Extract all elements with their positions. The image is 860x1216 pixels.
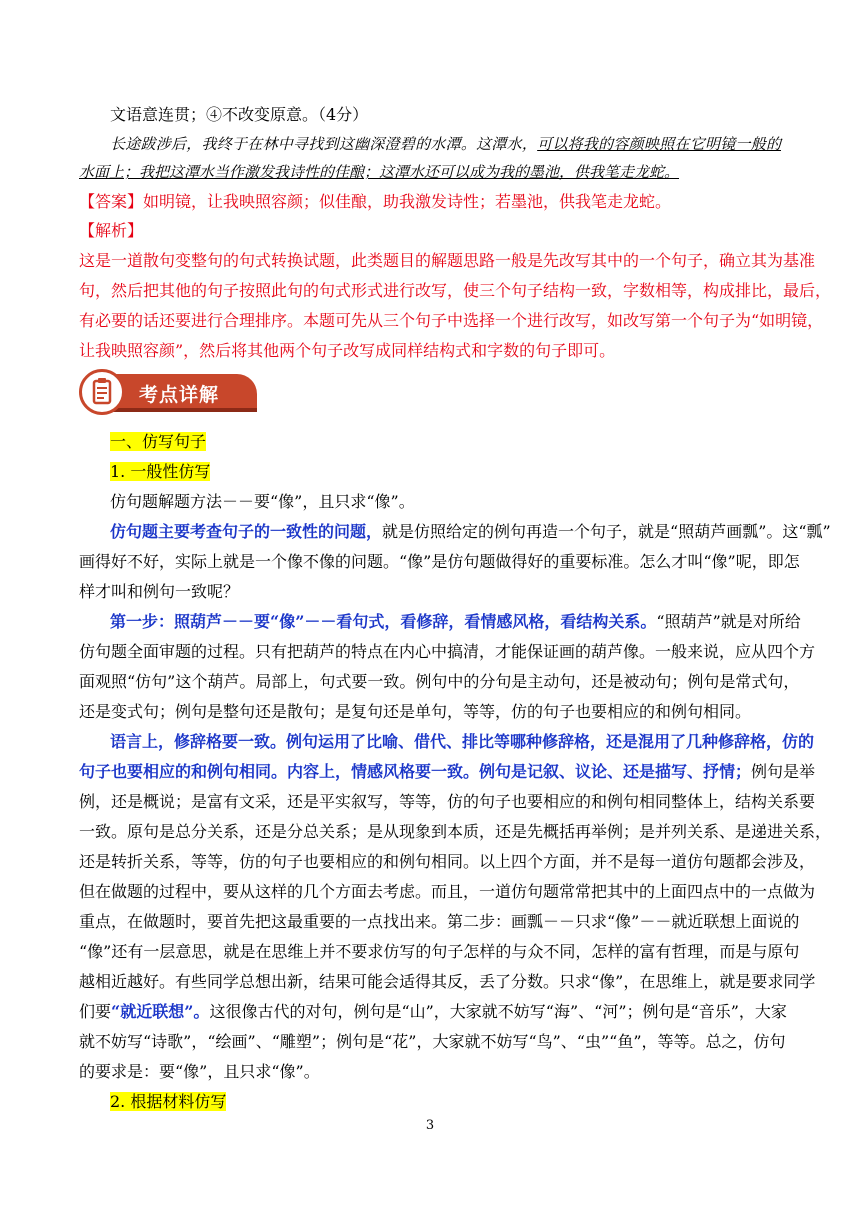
subsection-heading xyxy=(110,462,781,482)
subsection-heading xyxy=(110,1092,781,1112)
paragraph-line: 重点，在做题时，要首先把这最重要的一点找出来。第二步：画瓢－－只求“像”－－就近联想上面说的 xyxy=(79,912,800,931)
body-text: 这很像古代的对句，例句是“山”，大家就不妨写“海”、“河”；例句是“音乐”，大家 xyxy=(209,1002,787,1021)
page-number: 3 xyxy=(425,1118,435,1133)
paragraph-line: 还是变式句；例句是整句还是散句；是复句还是单句，等等，仿的句子也要相应的和例句相同。 xyxy=(79,702,752,721)
emphasis-text: “就近联想”。 xyxy=(111,1002,210,1021)
answer-text: 如明镜，让我映照容颜；似佳酿，助我激发诗性；若墨池，供我笔走龙蛇。 xyxy=(143,192,672,211)
paragraph-line: 画得好不好，实际上就是一个像不像的问题。“像”是仿句题做得好的重要标准。怎么才叫“像”呢，即怎 xyxy=(79,552,800,571)
body-text: 例句是举 xyxy=(751,762,816,781)
question-text: 长途跋涉后，我终于在林中寻找到这幽深澄碧的水潭。这潭水， xyxy=(110,135,538,153)
paragraph-line: 越相近越好。有些同学总想出新，结果可能会适得其反，丢了分数。只求“像”，在思维上，就是要求同学 xyxy=(79,972,816,991)
intro-line: 仿句题解题方法－－要“像”，且只求“像”。 xyxy=(110,492,415,511)
answer-tag: 【答案】 xyxy=(79,192,144,211)
paragraph-line: 面观照“仿句”这个葫芦。局部上，句式要一致。例句中的分句是主动句，还是被动句；例句是常式句， xyxy=(79,672,800,691)
paragraph-line xyxy=(110,522,831,542)
paragraph-line: 就不妨写“诗歌”，“绘画”、“雕塑”；例句是“花”，大家就不妨写“鸟”、“虫”“鱼”，等等。总之，仿句 xyxy=(79,1032,786,1051)
paragraph-line: 例，还是概说；是富有文采，还是平实叙写，等等，仿的句子也要相应的和例句相同整体上，结构关系要 xyxy=(79,792,816,811)
question-line-2 xyxy=(110,134,781,154)
body-text: 就是仿照给定的例句再造一个句子，就是“照葫芦画瓢”。这“瓢” xyxy=(382,522,831,541)
paragraph-line: 仿句题全面审题的过程。只有把葫芦的特点在内心中搞清，才能保证画的葫芦像。一般来说，应从四个方 xyxy=(79,642,816,661)
analysis-line: 有必要的话还要进行合理排序。本题可先从三个句子中选择一个进行改写，如改写第一个句子为“如明镜， xyxy=(79,311,824,330)
heading-text: 一、仿写句子 xyxy=(110,432,207,451)
banner-title: 考点详解 xyxy=(139,384,220,406)
paragraph-line: 一致。原句是总分关系，还是分总关系；是从现象到本质，还是先概括再举例；是并列关系、是递进关系， xyxy=(79,822,832,841)
paragraph-line: 样才叫和例句一致呢？ xyxy=(79,582,240,601)
emphasis-text: 句子也要相应的和例句相同。内容上，情感风格要一致。例句是记叙、议论、还是描写、抒情； xyxy=(79,762,752,781)
paragraph-line: 还是转折关系，等等，仿的句子也要相应的和例句相同。以上四个方面，并不是每一道仿句题都会涉及， xyxy=(79,852,816,871)
paragraph-line xyxy=(79,1002,787,1022)
paragraph-line xyxy=(110,612,801,632)
question-line-3: 水面上；我把这潭水当作激发我诗性的佳酿；这潭水还可以成为我的墨池，供我笔走龙蛇。 xyxy=(79,163,680,181)
body-text: 们要 xyxy=(79,1002,112,1021)
analysis-line: 这是一道散句变整句的句式转换试题，此类题目的解题思路一般是先改写其中的一个句子，确立其为基准 xyxy=(79,251,816,270)
subsection-text: 2. 根据材料仿写 xyxy=(110,1092,227,1111)
question-line-1: 文语意连贯；④不改变原意。（4分） xyxy=(110,105,369,124)
clipboard-icon xyxy=(79,369,125,415)
emphasis-text: 第一步：照葫芦－－要“像”－－看句式，看修辞，看情感风格，看结构关系。 xyxy=(110,612,657,631)
answer-line xyxy=(79,192,781,212)
analysis-line: 句，然后把其他的句子按照此句的句式形式进行改写，使三个句子结构一致，字数相等，构成排比，最后， xyxy=(79,281,832,300)
paragraph-line xyxy=(79,762,816,782)
analysis-tag: 【解析】 xyxy=(79,221,144,240)
paragraph-line: 语言上，修辞格要一致。例句运用了比喻、借代、排比等哪种修辞格，还是混用了几种修辞格，仿的 xyxy=(110,732,815,751)
question-underlined: 可以将我的容颜映照在它明镜一般的 xyxy=(537,135,781,153)
emphasis-text: 仿句题主要考查句子的一致性的问题， xyxy=(110,522,383,541)
paragraph-line: “像”还有一层意思，就是在思维上并不要求仿写的句子怎样的与众不同，怎样的富有哲理，而是与原句 xyxy=(79,942,800,961)
analysis-line: 让我映照容颜”，然后将其他两个句子改写成同样结构式和字数的句子即可。 xyxy=(79,341,616,360)
section-banner xyxy=(79,371,259,411)
section-heading xyxy=(110,432,781,452)
paragraph-line: 但在做题的过程中，要从这样的几个方面去考虑。而且，一道仿句题常常把其中的上面四点中的一点做为 xyxy=(79,882,816,901)
body-text: “照葫芦”就是对所给 xyxy=(656,612,801,631)
paragraph-line: 的要求是：要“像”，且只求“像”。 xyxy=(79,1062,320,1081)
subsection-text: 1. 一般性仿写 xyxy=(110,462,211,481)
